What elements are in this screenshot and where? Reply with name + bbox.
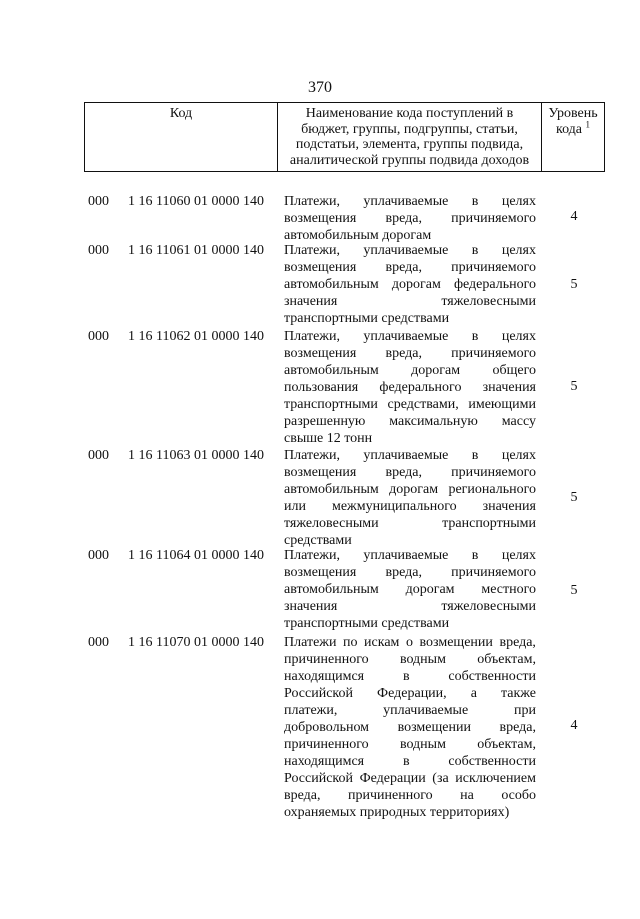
- word: а: [470, 686, 477, 701]
- word: вреда,: [499, 720, 536, 735]
- revenue-name-line: [284, 210, 536, 227]
- word: в: [402, 669, 410, 684]
- word: автомобильным: [284, 582, 379, 597]
- word: средствами,: [387, 397, 459, 412]
- word: возмещения: [284, 211, 357, 226]
- revenue-name-line: [284, 464, 536, 481]
- revenue-name-line: [284, 447, 536, 464]
- word: вреда,: [385, 211, 422, 226]
- word: Платежи,: [284, 548, 340, 563]
- word: значения: [482, 380, 536, 395]
- word: значения: [284, 599, 338, 614]
- word: водным: [399, 652, 446, 667]
- revenue-name-line: [284, 293, 536, 310]
- header-level: [542, 103, 604, 171]
- word: транспортными: [442, 516, 536, 531]
- table-header: [84, 102, 605, 172]
- word: вреда,: [385, 260, 422, 275]
- word: автомобильным: [284, 363, 379, 378]
- admin-code: 000: [88, 329, 109, 344]
- word: водным: [399, 737, 446, 752]
- word: собственности: [448, 669, 536, 684]
- admin-code: 000: [88, 635, 109, 650]
- word: уплачиваемые: [363, 194, 449, 209]
- revenue-name-line: [284, 379, 536, 396]
- word: целях: [501, 329, 536, 344]
- word: причиняемого: [451, 565, 536, 580]
- revenue-name-line: [284, 498, 536, 515]
- revenue-name-line: [284, 396, 536, 413]
- word: собственности: [448, 754, 536, 769]
- revenue-name-line: [284, 259, 536, 276]
- word: Платежи,: [284, 194, 340, 209]
- word: искам: [364, 635, 400, 650]
- word: общего: [492, 363, 536, 378]
- word: находящимся: [284, 669, 365, 684]
- word: уплачиваемые: [383, 703, 469, 718]
- word: уплачиваемые: [363, 329, 449, 344]
- word: дорогам: [389, 482, 439, 497]
- word: в: [471, 243, 479, 258]
- word: Федерации: [359, 771, 426, 786]
- word: причиняемого: [451, 260, 536, 275]
- word: разрешенную: [284, 414, 366, 429]
- word: причиненного: [347, 788, 433, 803]
- revenue-name-line: транспортными средствами: [284, 311, 450, 326]
- word: Федерации,: [377, 686, 447, 701]
- word: возмещения: [284, 465, 357, 480]
- word: также: [500, 686, 536, 701]
- revenue-name-line: [284, 515, 536, 532]
- word: объектам,: [477, 737, 536, 752]
- revenue-name-line: [284, 362, 536, 379]
- word: вреда,: [284, 788, 321, 803]
- word: транспортными: [284, 397, 378, 412]
- revenue-code: 1 16 11063 01 0000 140: [128, 448, 264, 463]
- word: в: [471, 329, 479, 344]
- revenue-name: [284, 547, 536, 632]
- word: максимальную: [389, 414, 478, 429]
- word: или: [284, 499, 306, 514]
- revenue-name-line: автомобильным дорогам: [284, 228, 432, 243]
- word: исключением: [455, 771, 536, 786]
- word: причиняемого: [451, 465, 536, 480]
- word: возмещении: [419, 635, 493, 650]
- code-level: 5: [570, 277, 578, 292]
- word: причиняемого: [451, 346, 536, 361]
- word: возмещения: [284, 260, 357, 275]
- code-level: 5: [570, 379, 578, 394]
- revenue-name-line: [284, 770, 536, 787]
- admin-code: 000: [88, 194, 109, 209]
- code-level: 4: [570, 718, 578, 733]
- revenue-name-line: [284, 193, 536, 210]
- word: целях: [501, 448, 536, 463]
- word: вреда,: [385, 465, 422, 480]
- word: федерального: [453, 277, 536, 292]
- header-name: [278, 103, 542, 171]
- revenue-code: 1 16 11061 01 0000 140: [128, 243, 264, 258]
- revenue-name-line: [284, 598, 536, 615]
- word: регионального: [448, 482, 536, 497]
- word: федерального: [379, 380, 462, 395]
- word: автомобильным: [284, 482, 379, 497]
- word: уплачиваемые: [363, 548, 449, 563]
- code-level: 5: [570, 490, 578, 505]
- header-name-line: подстатьи, элемента, группы подвида,: [295, 137, 524, 152]
- word: массу: [501, 414, 536, 429]
- word: тяжеловесными: [284, 516, 379, 531]
- footnote-marker: 1: [585, 118, 591, 129]
- revenue-name-line: [284, 413, 536, 430]
- word: Платежи,: [284, 243, 340, 258]
- word: объектам,: [477, 652, 536, 667]
- revenue-name-line: [284, 702, 536, 719]
- revenue-code: 1 16 11062 01 0000 140: [128, 329, 264, 344]
- word: дорогам: [405, 582, 455, 597]
- word: имеющими: [468, 397, 536, 412]
- word: в: [471, 448, 479, 463]
- revenue-name-line: [284, 634, 536, 651]
- revenue-name-line: [284, 276, 536, 293]
- revenue-name: [284, 193, 536, 244]
- word: особо: [501, 788, 536, 803]
- revenue-name: [284, 242, 536, 327]
- revenue-name-line: [284, 581, 536, 598]
- revenue-name-line: [284, 651, 536, 668]
- word: о: [405, 635, 413, 650]
- revenue-name: [284, 328, 536, 447]
- word: в: [471, 548, 479, 563]
- revenue-name-line: [284, 547, 536, 564]
- word: платежи,: [284, 703, 338, 718]
- word: по: [343, 635, 358, 650]
- word: тяжеловесными: [441, 294, 536, 309]
- word: целях: [501, 194, 536, 209]
- revenue-name-line: [284, 787, 536, 804]
- word: находящимся: [284, 754, 365, 769]
- word: возмещения: [284, 346, 357, 361]
- word: при: [514, 703, 536, 718]
- header-name-line: аналитической группы подвида доходов: [289, 152, 530, 168]
- revenue-name-line: средствами: [284, 533, 352, 548]
- revenue-name-line: [284, 668, 536, 685]
- word: целях: [501, 243, 536, 258]
- word: дорогам: [391, 277, 441, 292]
- word: Российской: [284, 686, 353, 701]
- admin-code: 000: [88, 448, 109, 463]
- revenue-code: 1 16 11064 01 0000 140: [128, 548, 264, 563]
- word: уплачиваемые: [363, 243, 449, 258]
- code-level: 5: [570, 583, 578, 598]
- word: Платежи,: [284, 329, 340, 344]
- header-name-line: Наименование кода поступлений в: [305, 106, 514, 121]
- revenue-name-line: [284, 345, 536, 362]
- revenue-name-line: [284, 736, 536, 753]
- revenue-code: 1 16 11070 01 0000 140: [128, 635, 264, 650]
- revenue-name-line: [284, 328, 536, 345]
- word: тяжеловесными: [441, 599, 536, 614]
- word: уплачиваемые: [363, 448, 449, 463]
- word: возмещения: [284, 565, 357, 580]
- word: причиненного: [284, 652, 369, 667]
- revenue-code: 1 16 11060 01 0000 140: [128, 194, 264, 209]
- word: вреда,: [499, 635, 536, 650]
- revenue-name-line: [284, 719, 536, 736]
- word: в: [471, 194, 479, 209]
- word: значения: [284, 294, 338, 309]
- word: Платежи: [284, 635, 337, 650]
- page-number: 370: [308, 79, 332, 96]
- word: на: [460, 788, 474, 803]
- header-level-line: Уровень: [548, 106, 598, 121]
- revenue-name-line: [284, 753, 536, 770]
- revenue-name-line: транспортными средствами: [284, 616, 450, 631]
- word: вреда,: [385, 346, 422, 361]
- word: добровольном: [284, 720, 370, 735]
- code-level: 4: [570, 209, 578, 224]
- revenue-name-line: [284, 564, 536, 581]
- header-code: Код: [85, 103, 278, 171]
- word: в: [402, 754, 410, 769]
- word: дорогам: [411, 363, 461, 378]
- word: Платежи,: [284, 448, 340, 463]
- header-level-line: [542, 118, 604, 138]
- word: причиненного: [284, 737, 369, 752]
- word: возмещении: [397, 720, 471, 735]
- word: Российской: [284, 771, 353, 786]
- revenue-name: [284, 634, 536, 821]
- word: (за: [432, 771, 449, 786]
- word: вреда,: [385, 565, 422, 580]
- revenue-name-line: свыше 12 тонн: [284, 431, 373, 446]
- word: автомобильным: [284, 277, 379, 292]
- revenue-name-line: охраняемых природных территориях): [284, 805, 510, 820]
- word: значения: [482, 499, 536, 514]
- header-level-word: кода: [555, 121, 583, 137]
- word: пользования: [284, 380, 359, 395]
- word: причиняемого: [451, 211, 536, 226]
- admin-code: 000: [88, 243, 109, 258]
- revenue-name-line: [284, 481, 536, 498]
- admin-code: 000: [88, 548, 109, 563]
- word: местного: [481, 582, 536, 597]
- revenue-name-line: [284, 242, 536, 259]
- revenue-name: [284, 447, 536, 549]
- header-name-line: бюджет, группы, подгруппы, статьи,: [301, 121, 518, 137]
- word: целях: [501, 548, 536, 563]
- revenue-name-line: [284, 685, 536, 702]
- word: межмуниципального: [331, 499, 457, 514]
